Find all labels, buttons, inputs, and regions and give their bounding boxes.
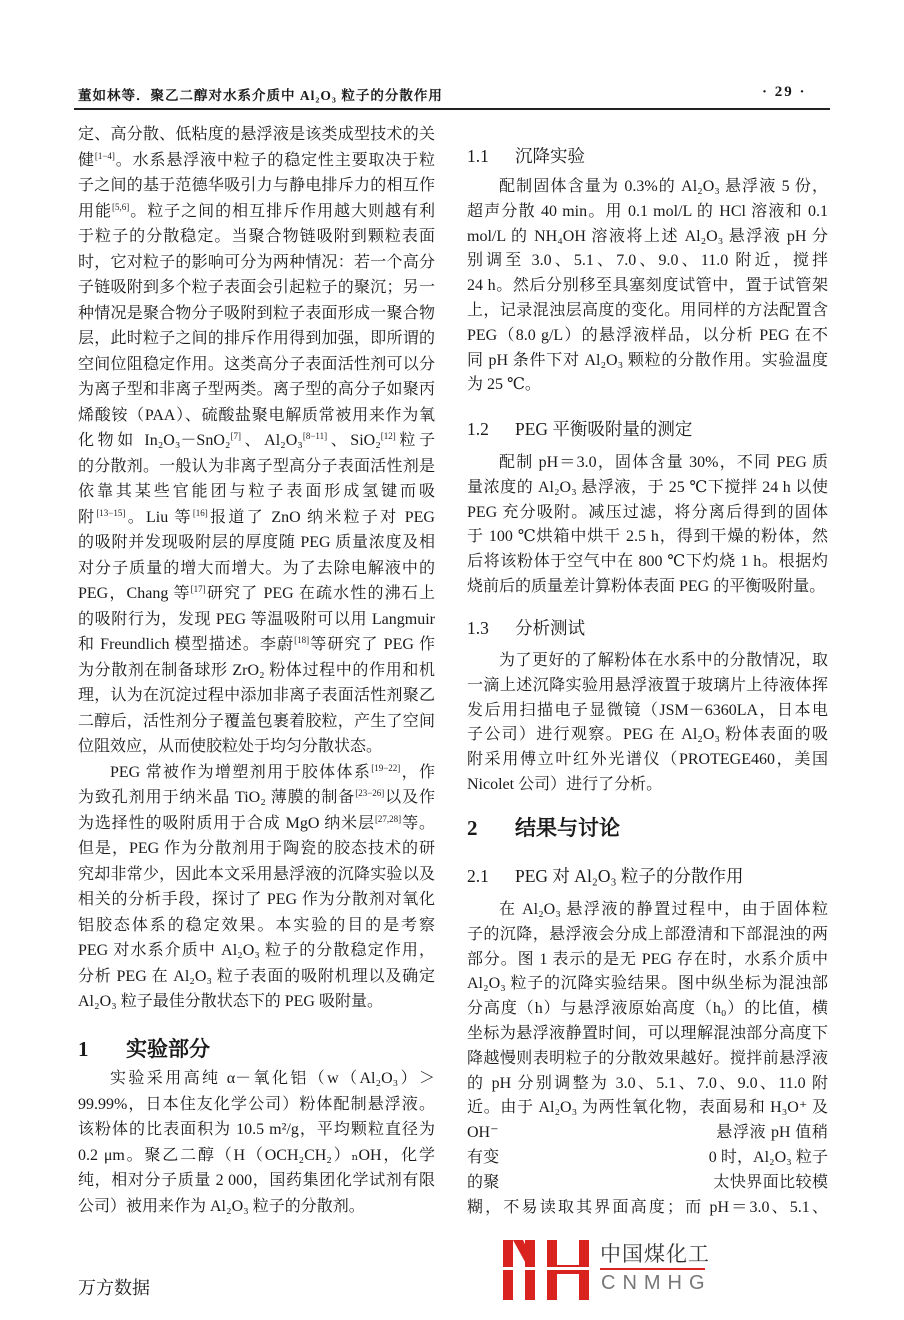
text-line: 近。由于 Al₂O₃ 为两性氧化物，表面易和 H₃O⁺ 及 — [467, 1099, 828, 1117]
subsection-heading-2-1 — [467, 863, 828, 888]
text-line: 的 pH 分别调整为 3.0、5.1、7.0、9.0、11.0 附 — [467, 1074, 828, 1092]
watermark-english-text: CNMHG — [601, 1272, 712, 1294]
text-line: 上，记录混浊层高度的变化。用同样的方法配置含 — [467, 301, 828, 319]
text-line: 超声分散 40 min。用 0.1 mol/L 的 HCl 溶液和 0.1 — [467, 202, 828, 220]
text-line: 量浓度的 Al₂O₃ 悬浮液，于 25 ℃下搅拌 24 h 以使 — [467, 478, 828, 496]
text-line: 烧前后的质量差计算粉体表面 PEG 的平衡吸附量。 — [467, 577, 826, 595]
subsection-heading-1-3 — [467, 615, 828, 640]
page-number: · 29 · — [762, 84, 807, 100]
text-line: 究却非常少，因此本文采用悬浮液的沉降实验以及 — [78, 865, 435, 883]
citation-ref: [17] — [190, 584, 206, 594]
text-line: 降越慢则表明粒子的分散效果越好。搅拌前悬浮液 — [467, 1049, 828, 1067]
text-line: 铝胶态体系的稳定效果。本实验的目的是考察 — [78, 916, 435, 934]
section-1-text — [78, 1066, 435, 1219]
citation-ref: [8−11] — [302, 431, 328, 441]
subsection-heading-1-2 — [467, 416, 828, 441]
text-line: 子之间的基于范德华吸引力与静电排斥力的相互作 — [78, 177, 435, 194]
subsection-2-1-text — [467, 898, 828, 1220]
text-line: 定、高分散、低粘度的悬浮液是该类成型技术的关 — [78, 126, 435, 143]
text-line: 附采用傅立叶红外光谱仪（PROTEGE460，美国 — [467, 751, 828, 769]
text-line: 配制 pH＝3.0，固体含量 30%，不同 PEG 质 — [499, 454, 828, 471]
subsection-1-2-text — [467, 451, 828, 600]
text-line: Nicolet 公司）进行了分析。 — [467, 775, 663, 793]
text-line: 糊，不易读取其界面高度；而 pH＝3.0、5.1、 — [467, 1198, 828, 1216]
text-line: 分高度（h）与悬浮液原始高度（h₀）的比值，横 — [467, 1000, 828, 1018]
text-line: 在 Al₂O₃ 悬浮液的静置过程中，由于固体粒 — [499, 901, 828, 918]
text-line: Al₂O₃ 粒子最佳分散状态下的 PEG 吸附量。 — [78, 993, 383, 1010]
header-rule — [74, 108, 830, 110]
subsection-number: 2.1 — [467, 866, 489, 886]
section-number: 2 — [467, 816, 478, 840]
text-line: 理，认为在沉淀过程中添加非离子表面活性剂聚乙 — [78, 687, 435, 704]
text-line: Al₂O₃ 粒子的沉降实验结果。图中纵坐标为混浊部 — [467, 975, 828, 993]
text-line: 配制固体含量为 0.3%的 Al₂O₃ 悬浮液 5 份， — [499, 178, 828, 195]
text-line: 和 Freundlich 模型描述。李蔚[18]等研究了 PEG 作 — [78, 635, 435, 653]
watermark-chinese-text: 中国煤化工 — [600, 1242, 710, 1266]
text-line: 0.2 μm。聚乙二醇（H（OCH₂CH₂）ₙOH，化学 — [78, 1146, 435, 1164]
text-line: PEG 充分吸附。减压过滤，将分离后得到的固体 — [467, 503, 828, 521]
citation-ref: [7] — [230, 431, 241, 441]
text-line: 为了更好的了解粉体在水系中的分散情况，取 — [499, 652, 828, 669]
section-title: 结果与讨论 — [515, 816, 620, 840]
text-line: PEG，Chang 等[17]研究了 PEG 在疏水性的沸石上 — [78, 584, 435, 602]
citation-ref: [12] — [380, 431, 396, 441]
text-line: 为选择性的吸附质用于合成 MgO 纳米层[27,28]等。 — [78, 813, 435, 832]
text-line: 99.99%，日本住友化学公司）粉体配制悬浮液。 — [78, 1095, 435, 1113]
text-line: 公司）被用来作为 Al₂O₃ 粒子的分散剂。 — [78, 1197, 365, 1215]
intro-text — [78, 122, 435, 1015]
text-line: 但是，PEG 作为分散剂用于陶瓷的胶态技术的研 — [78, 840, 435, 857]
text-line: 发后用扫描电子显微镜（JSM－6360LA，日本电 — [467, 701, 828, 719]
text-line: 烯酸铵（PAA）、硫酸盐聚电解质常被用来作为氧 — [78, 406, 435, 424]
text-line: 化物如 In₂O₃－SnO₂[7]、Al₂O₃[8−11]、SiO₂[12]粒子 — [78, 431, 435, 449]
text-line: 用能[5,6]。粒子之间的相互排斥作用越大则越有利 — [78, 201, 435, 220]
text-line: 实验采用高纯 α－氧化铝（w（Al₂O₃）＞ — [110, 1070, 435, 1087]
text-line: 相关的分析手段，探讨了 PEG 作为分散剂对氧化 — [78, 891, 435, 908]
text-line: PEG（8.0 g/L）的悬浮液样品，以分析 PEG 在不 — [467, 326, 828, 344]
text-line: 分析 PEG 在 Al₂O₃ 粒子表面的吸附机理以及确定 — [78, 967, 435, 985]
text-line: 24 h。然后分别移至具塞刻度试管中，置于试管架 — [467, 277, 828, 295]
text-line: 有变 0 时，Al₂O₃ 粒子 — [467, 1148, 828, 1166]
text-line: 子公司）进行观察。PEG 在 Al₂O₃ 粉体表面的吸 — [467, 726, 828, 744]
text-line: PEG 对水系介质中 Al₂O₃ 粒子的分散稳定作用， — [78, 942, 435, 959]
text-line: 的分散剂。一般认为非离子型高分子表面活性剂是 — [78, 457, 435, 475]
text-line: 坐标为悬浮液静置时间，可以理解混浊部分高度下 — [467, 1024, 828, 1042]
text-line: 的吸附行为，发现 PEG 等温吸附可以用 Langmuir — [78, 610, 435, 628]
subsection-title: PEG 对 Al₂O₃ 粒子的分散作用 — [515, 866, 744, 886]
text-line: OH⁻ 悬浮液 pH 值稍 — [467, 1124, 828, 1142]
subsection-title: PEG 平衡吸附量的测定 — [515, 419, 693, 439]
subsection-number: 1.1 — [467, 146, 489, 166]
subsection-title: 分析测试 — [515, 618, 585, 638]
subsection-heading-1-1 — [467, 143, 828, 168]
text-line: 后将该粉体于空气中在 800 ℃下灼烧 1 h。根据灼 — [467, 553, 828, 571]
text-line: 健[1−4]。水系悬浮液中粒子的稳定性主要取决于粒 — [78, 150, 435, 169]
text-line: 为分散剂在制备球形 ZrO₂ 粉体过程中的作用和机 — [78, 661, 435, 679]
text-line: 位阻效应，从而使胶粒处于均匀分散状态。 — [78, 738, 383, 755]
text-line: 同 pH 条件下对 Al₂O₃ 颗粒的分散作用。实验温度 — [467, 351, 828, 369]
footer-source: 万方数据 — [78, 1278, 150, 1298]
subsection-title: 沉降实验 — [515, 146, 585, 166]
watermark-logo-icon — [503, 1240, 591, 1300]
text-line: 纯，相对分子质量 2 000，国药集团化学试剂有限 — [78, 1172, 435, 1189]
text-line: 种情况是聚合物分子吸附到粒子表面形成一聚合物 — [78, 304, 435, 322]
text-line: 的聚 太快界面比较模 — [467, 1173, 828, 1191]
citation-ref: [1−4] — [94, 150, 115, 161]
text-line: mol/L 的 NH₄OH 溶液将上述 Al₂O₃ 悬浮液 pH 分 — [467, 227, 828, 245]
text-line: 子的沉降，悬浮液会分成上部澄清和下部混浊的两 — [467, 925, 828, 943]
section-heading-1 — [78, 1033, 435, 1063]
citation-ref: [19−22] — [371, 762, 401, 773]
section-number: 1 — [78, 1037, 89, 1061]
section-heading-2 — [467, 812, 828, 842]
text-line: 对分子质量的增大而增大。为了去除电解液中的 — [78, 559, 435, 577]
text-line: 一滴上述沉降实验用悬浮液置于玻璃片上待液体挥 — [467, 676, 828, 694]
text-line: 别调至 3.0、5.1、7.0、9.0、11.0 附近，搅拌 — [467, 252, 828, 270]
subsection-number: 1.2 — [467, 419, 489, 439]
subsection-number: 1.3 — [467, 618, 489, 638]
text-line: 空间位阻稳定作用。这类高分子表面活性剂可以分 — [78, 355, 435, 373]
text-line: 层，此时粒子之间的排斥作用得到加强，即所谓的 — [78, 330, 435, 347]
section-title: 实验部分 — [126, 1037, 210, 1061]
text-line: 二醇后，活性剂分子覆盖包裹着胶粒，产生了空间 — [78, 712, 435, 730]
running-header-title: 董如林等．聚乙二醇对水系介质中 Al₂O₃ 粒子的分散作用 — [78, 88, 443, 103]
text-line: 该粉体的比表面积为 10.5 m²/g，平均颗粒直径为 — [78, 1121, 435, 1138]
subsection-1-1-text — [467, 175, 828, 398]
text-line: 于 100 ℃烘箱中烘干 2.5 h，得到干燥的粉体，然 — [467, 528, 828, 546]
citation-ref: [27,28] — [374, 813, 402, 824]
text-line: PEG 常被作为增塑剂用于胶体体系[19−22]，作 — [110, 762, 435, 781]
text-line: 于粒子的分散稳定。当聚合物链吸附到颗粒表面 — [78, 228, 435, 245]
text-line: 为 25 ℃。 — [467, 376, 541, 394]
citation-ref: [18] — [294, 635, 310, 645]
text-line: 的吸附并发现吸附层的厚度随 PEG 质量浓度及相 — [78, 534, 435, 551]
citation-ref: [13−15] — [96, 507, 126, 518]
citation-ref: [5,6] — [111, 201, 130, 212]
text-line: 时，它对粒子的影响可分为两种情况：若一个高分 — [78, 253, 435, 271]
text-line: 附[13−15]。Liu 等[16]报道了 ZnO 纳米粒子对 PEG — [78, 507, 435, 526]
citation-ref: [23−26] — [355, 788, 385, 798]
text-line: 部分。图 1 表示的是无 PEG 存在时，水系介质中 — [467, 950, 828, 968]
text-line: 依靠其某些官能团与粒子表面形成氢键而吸 — [78, 483, 435, 500]
subsection-1-3-text — [467, 649, 828, 798]
citation-ref: [16] — [192, 507, 208, 518]
text-line: 为离子型和非离子型两类。离子型的高分子如聚丙 — [78, 381, 435, 398]
watermark-divider — [600, 1268, 705, 1270]
text-line: 为致孔剂用于纳米晶 TiO₂ 薄膜的制备[23−26]以及作 — [78, 788, 435, 806]
text-line: 子链吸附到多个粒子表面会引起粒子的聚沉；另一 — [78, 279, 435, 296]
